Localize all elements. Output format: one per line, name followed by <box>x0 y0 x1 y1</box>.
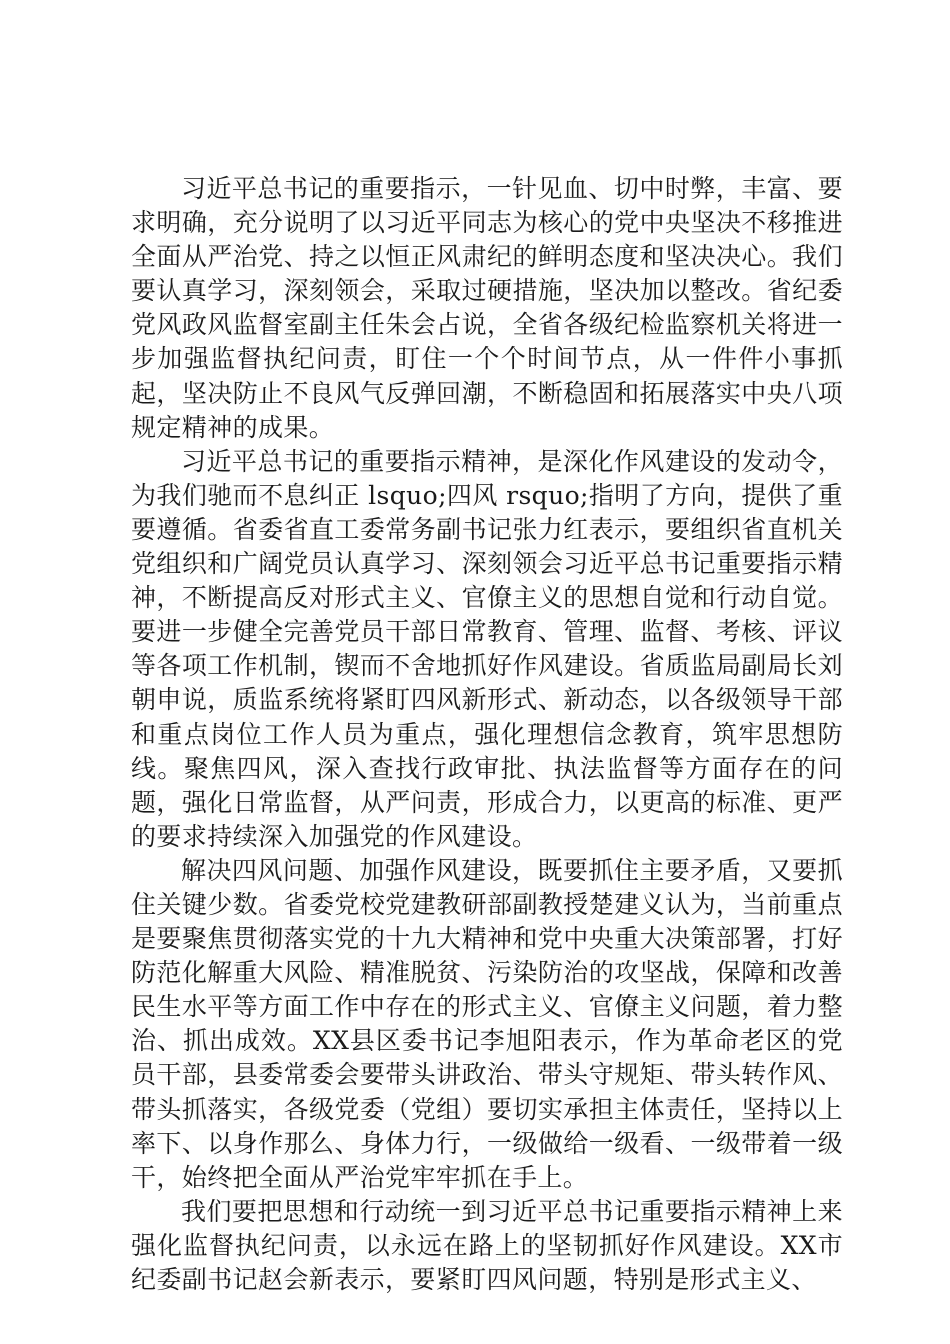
paragraph-3: 解决四风问题、加强作风建设，既要抓住主要矛盾，又要抓住关键少数。省委党校党建教研部副教授楚建义认为，当前重点是要聚焦贯彻落实党的十九大精神和党中央重大决策部署，打好防范化解重大风险、精准脱贫、污染防治的攻坚战，保障和改善民生水平等方面工作中存在的形式主义、官僚主义问题，着力整治、抓出成效。XX县区委书记李旭阳表示，作为革命老区的党员干部，县委常委会要带头讲政治、带头守规矩、带头转作风、带头抓落实，各级党委（党组）要切实承担主体责任，坚持以上率下、以身作那么、身体力行，一级做给一级看、一级带着一级干，始终把全面从严治党牢牢抓在手上。 <box>131 855 843 1192</box>
paragraph-1: 习近平总书记的重要指示，一针见血、切中时弊，丰富、要求明确，充分说明了以习近平同志为核心的党中央坚决不移推进全面从严治党、持之以恒正风肃纪的鲜明态度和坚决决心。我们要认真学习，深刻领会，采取过硬措施，坚决加以整改。省纪委党风政风监督室副主任朱会占说，全省各级纪检监察机关将进一步加强监督执纪问责，盯住一个个时间节点，从一件件小事抓起，坚决防止不良风气反弹回潮，不断稳固和拓展落实中央八项规定精神的成果。 <box>131 174 843 442</box>
paragraph-2: 习近平总书记的重要指示精神，是深化作风建设的发动令，为我们驰而不息纠正 lsquo;四风 rsquo;指明了方向，提供了重要遵循。省委省直工委常务副书记张力红表示，要组织省直机关党组织和广阔党员认真学习、深刻领会习近平总书记重要指示精神，不断提高反对形式主义、官僚主义的思想自觉和行动自觉。要进一步健全完善党员干部日常教育、管理、监督、考核、评议等各项工作机制，锲而不舍地抓好作风建设。省质监局副局长刘朝申说，质监系统将紧盯四风新形式、新动态，以各级领导干部和重点岗位工作人员为重点，强化理想信念教育，筑牢思想防线。聚焦四风，深入查找行政审批、执法监督等方面存在的问题，强化日常监督，从严问责，形成合力，以更高的标准、更严的要求持续深入加强党的作风建设。 <box>131 446 843 851</box>
paragraph-4: 我们要把思想和行动统一到习近平总书记重要指示精神上来强化监督执纪问责，以永远在路上的坚韧抓好作风建设。XX市纪委副书记赵会新表示，要紧盯四风问题，特别是形式主义、 <box>131 1196 843 1294</box>
document-body <box>131 172 843 1297</box>
